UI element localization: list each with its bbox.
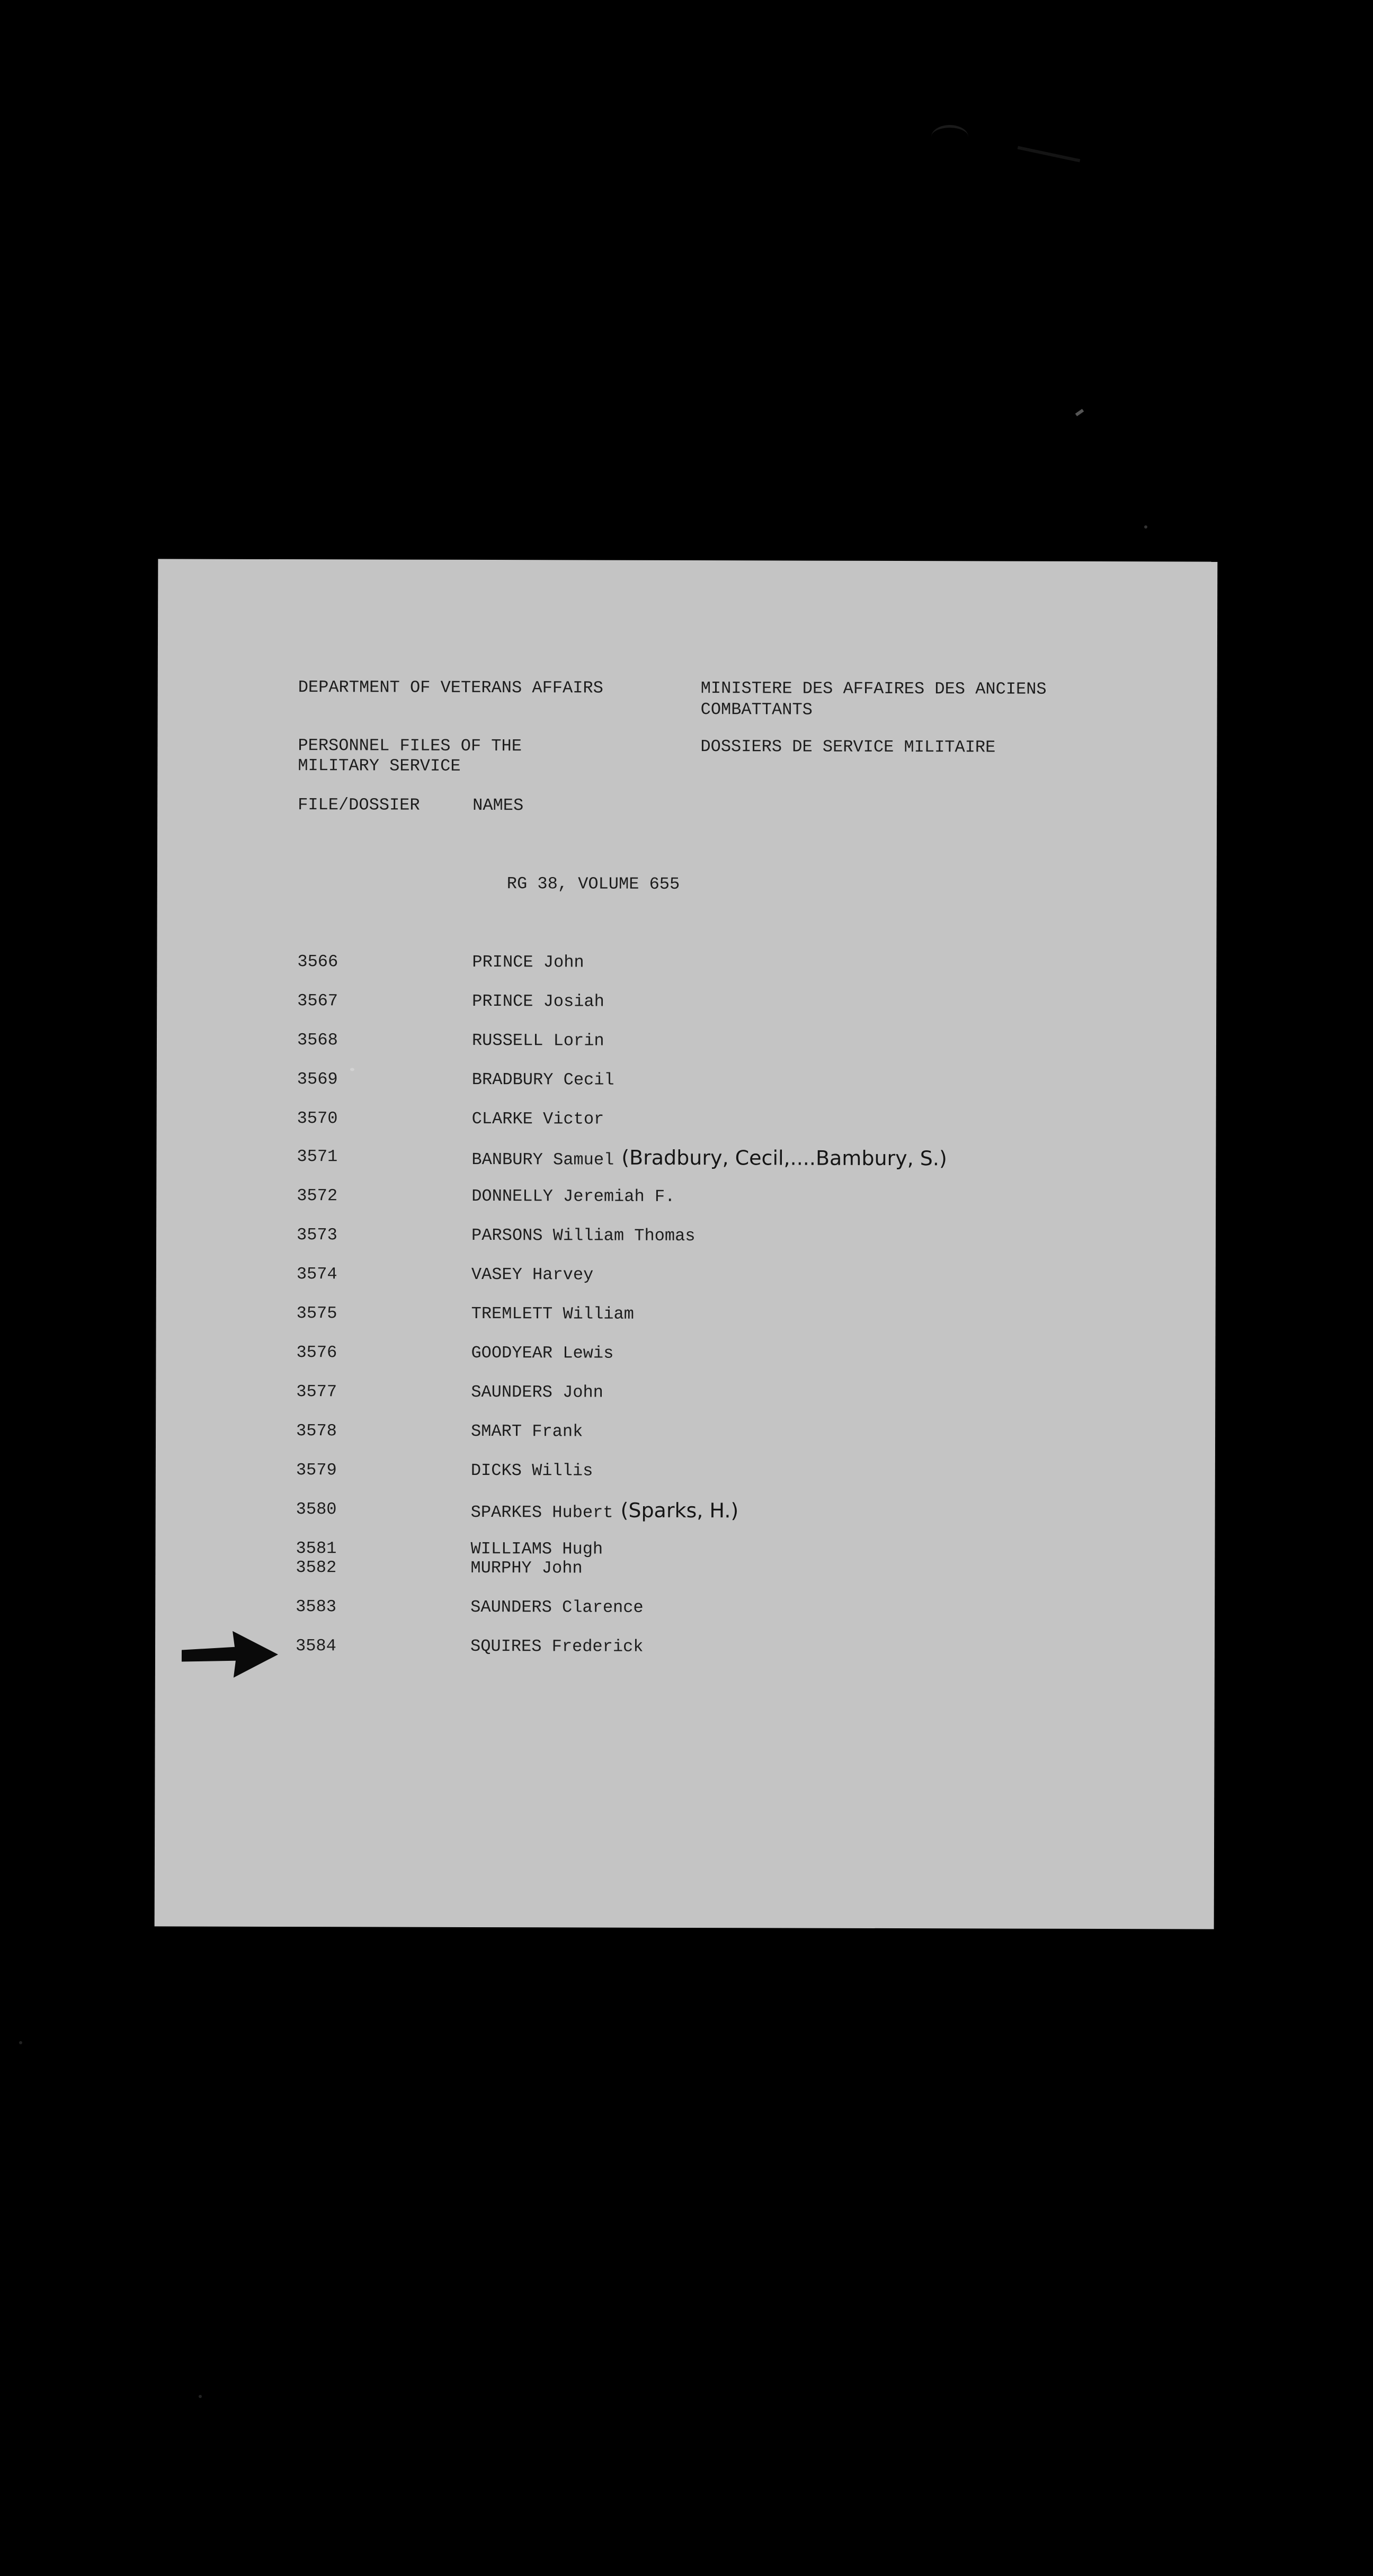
file-number: 3567 [297,991,338,1011]
file-number: 3571 [297,1147,338,1167]
person-name: SMART Frank [471,1421,583,1442]
department-title-en: DEPARTMENT OF VETERANS AFFAIRS [298,677,603,698]
person-name: BRADBURY Cecil [471,1069,614,1090]
series-title-en-cont: MILITARY SERVICE [298,756,461,776]
series-title-en: PERSONNEL FILES OF THE [298,736,522,756]
file-number: 3572 [297,1186,338,1206]
person-name: SAUNDERS John [471,1382,603,1402]
handwritten-note: (Bradbury, Cecil,....Bambury, S.) [621,1146,947,1170]
file-number: 3576 [296,1343,337,1363]
file-number: 3580 [296,1499,337,1519]
person-name: RUSSELL Lorin [471,1030,604,1051]
person-name: PRINCE John [472,952,584,972]
department-title-fr-cont: COMBATTANTS [700,700,813,720]
person-name-with-note [471,1499,739,1524]
person-name: VASEY Harvey [471,1264,594,1285]
document-sheet [155,559,1218,1929]
department-title-fr: MINISTERE DES AFFAIRES DES ANCIENS [700,678,1047,699]
background-speck [19,2041,22,2044]
handwritten-note: (Sparks, H.) [620,1498,739,1523]
person-name: CLARKE Victor [471,1108,604,1129]
file-number: 3582 [296,1558,337,1578]
person-name-with-note [471,1147,947,1171]
person-name: DONNELLY Jeremiah F. [471,1186,675,1206]
background-smudge [931,125,968,149]
background-scratch [1018,146,1081,163]
file-number: 3583 [296,1597,337,1617]
person-name: SQUIRES Frederick [470,1636,644,1657]
series-title-fr: DOSSIERS DE SERVICE MILITAIRE [700,737,996,757]
person-name: TREMLETT William [471,1303,634,1324]
column-header-file: FILE/DOSSIER [298,795,420,815]
person-name: PARSONS William Thomas [471,1225,696,1246]
person-name: SAUNDERS Clarence [470,1597,644,1617]
file-number: 3584 [295,1636,336,1656]
file-number: 3566 [297,952,338,972]
paper-speck [350,1068,354,1071]
file-number: 3578 [296,1421,337,1441]
file-number: 3581 [296,1539,337,1559]
file-number: 3568 [297,1030,338,1050]
column-header-names: NAMES [472,795,524,816]
person-name: GOODYEAR Lewis [471,1343,614,1363]
background-speck [1144,525,1147,529]
file-number: 3573 [296,1225,337,1245]
background-speck [199,2395,202,2398]
file-number: 3574 [296,1264,337,1284]
person-name: WILLIAMS Hugh [470,1539,603,1559]
background-speck [1075,409,1084,416]
person-name: BANBURY Samuel [471,1149,614,1170]
file-number: 3579 [296,1460,337,1480]
volume-heading: RG 38, VOLUME 655 [506,874,680,894]
arrow-right-icon [177,1626,283,1680]
file-number: 3575 [296,1303,337,1323]
file-number: 3577 [296,1382,337,1402]
file-number: 3570 [297,1108,338,1129]
person-name: SPARKES Hubert [470,1502,613,1523]
person-name: DICKS Willis [470,1460,593,1481]
file-number: 3569 [297,1069,338,1089]
person-name: PRINCE Josiah [472,991,604,1012]
person-name: MURPHY John [470,1558,583,1578]
